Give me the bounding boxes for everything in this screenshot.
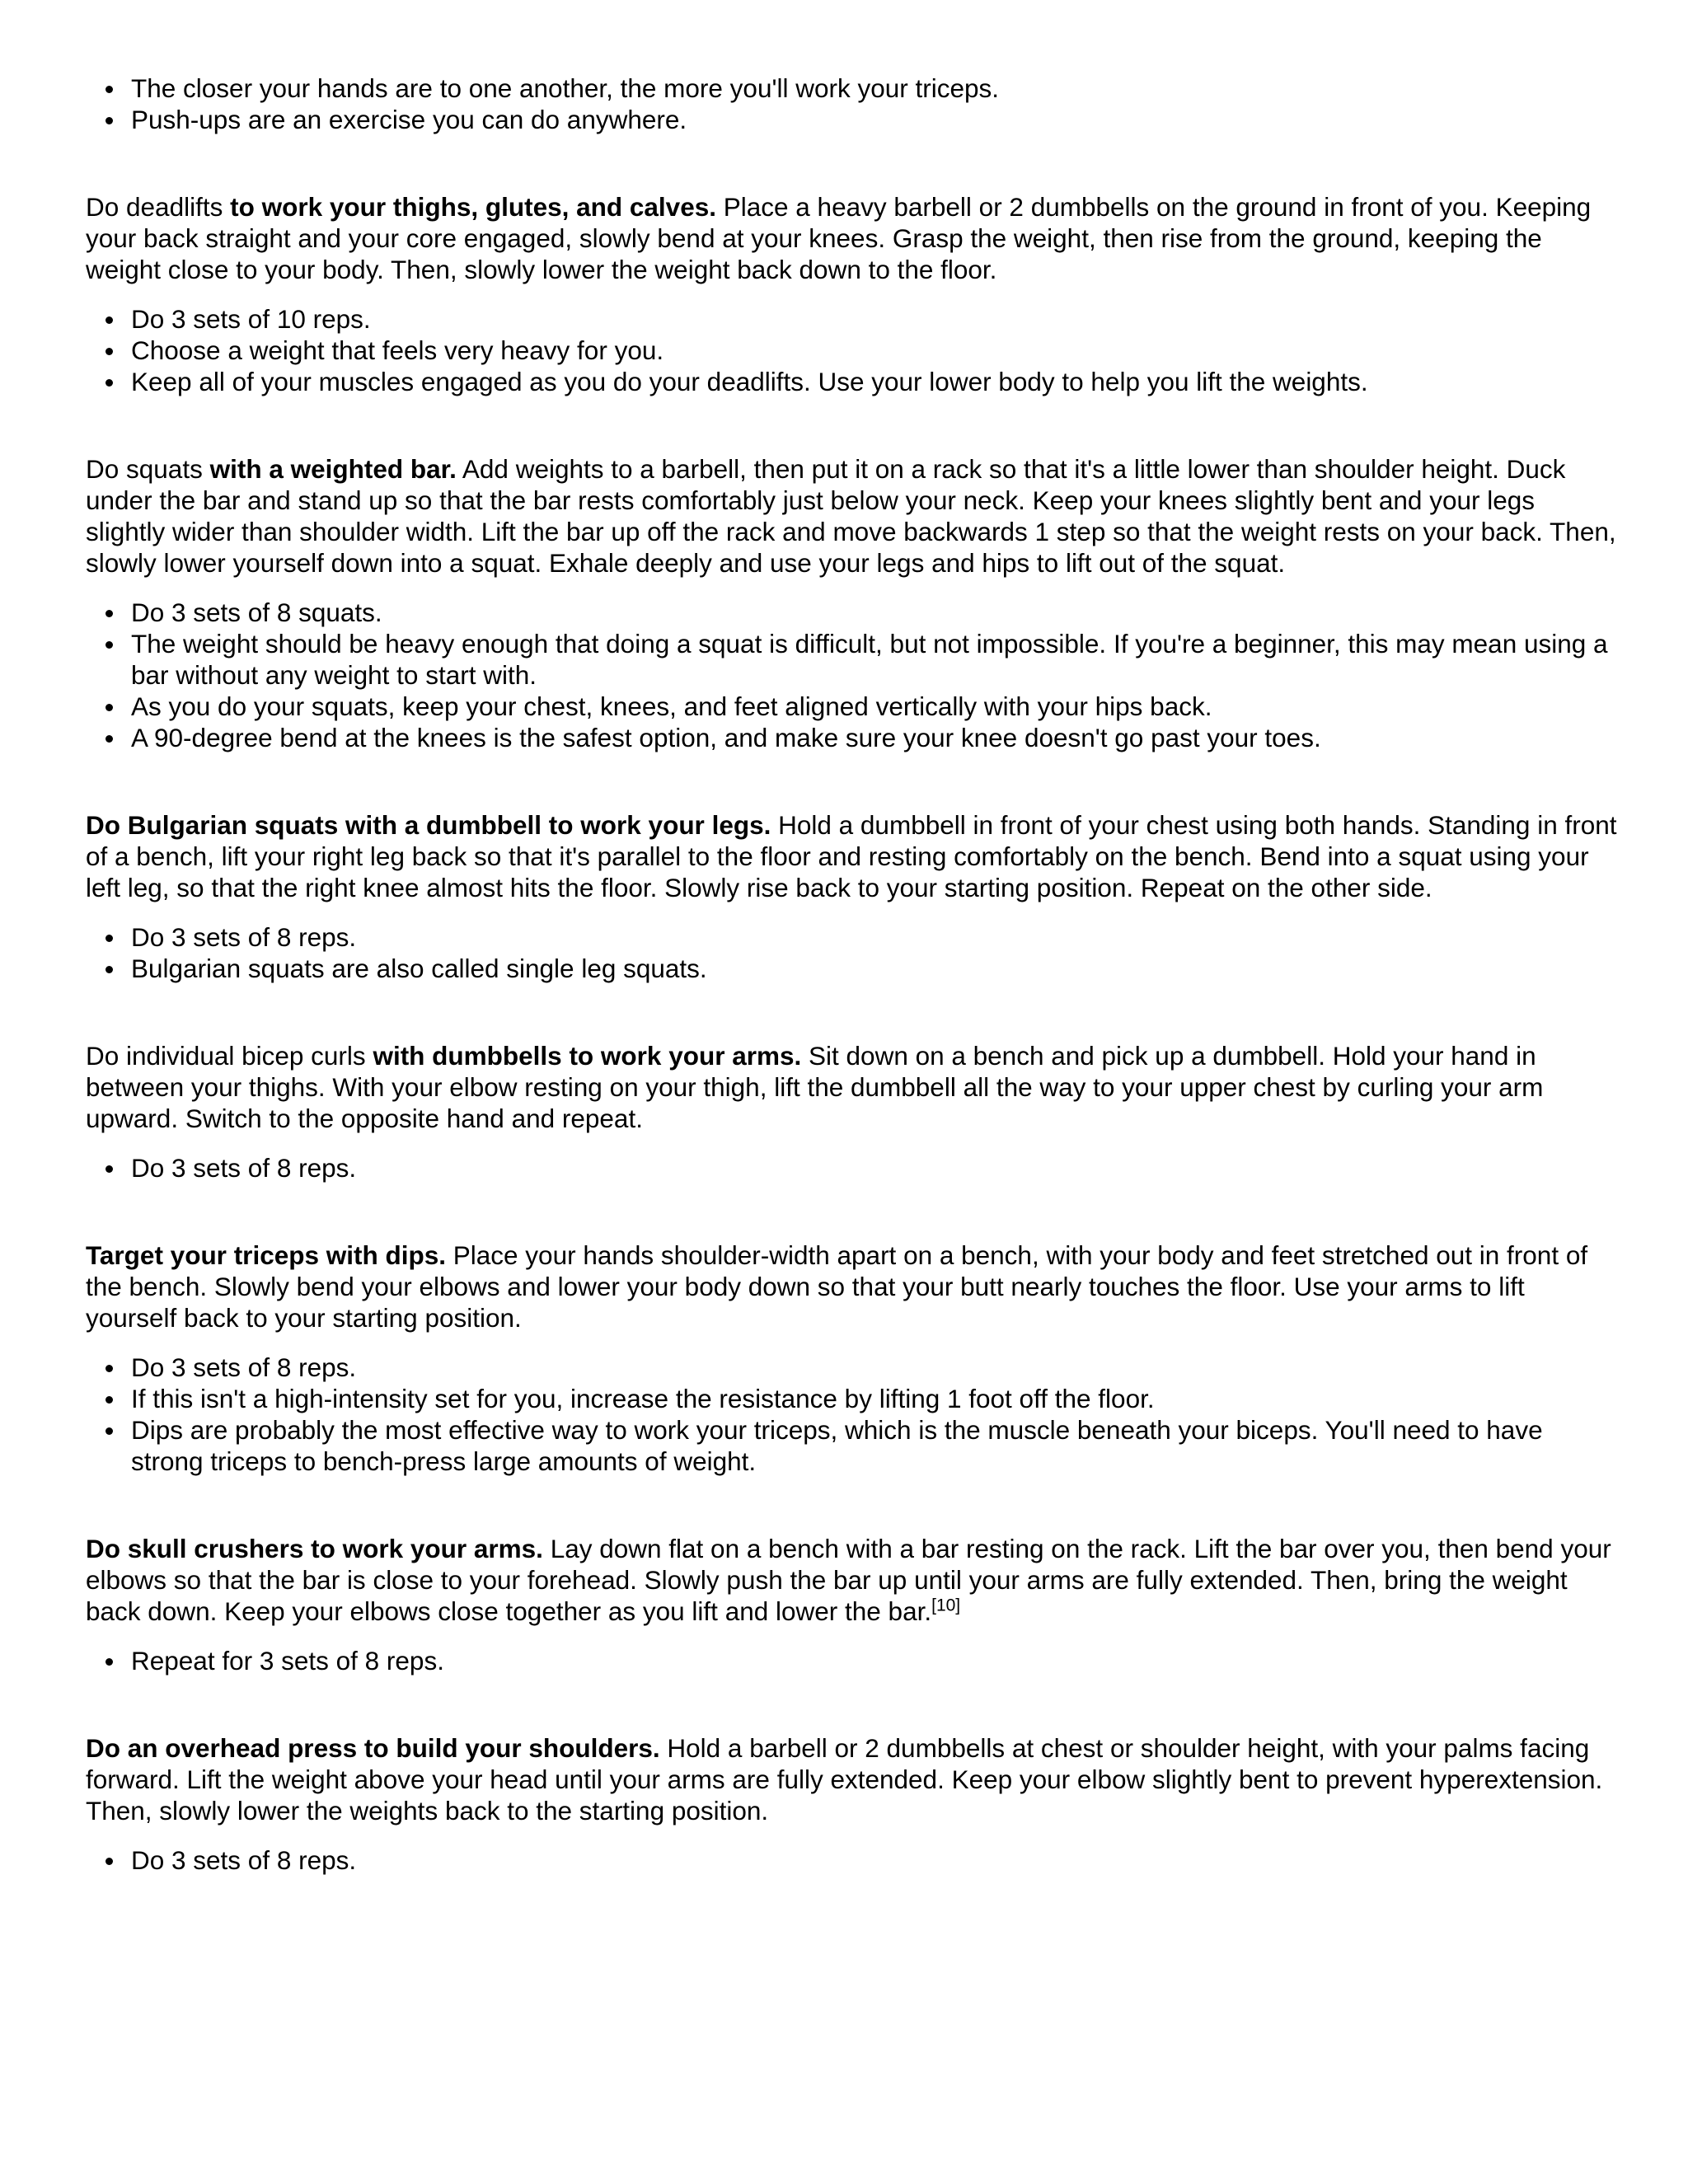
list-item: The closer your hands are to one another, the more you'll work your triceps.	[86, 73, 1619, 104]
article-body	[86, 73, 1619, 1876]
step-heading: Do skull crushers to work your arms.	[86, 1534, 543, 1563]
step-paragraph-skull-crushers: Do skull crushers to work your arms. Lay down flat on a bench with a bar resting on the rack. Lift the bar over you, then bend your elbows so that the bar is close to your forehead. Slowly push the bar up until your arms are fully extended. Then, bring the weight back down. Keep your elbows close together as you lift and lower the bar.[10]	[86, 1534, 1611, 1626]
list-item: Do 3 sets of 8 reps.	[86, 1844, 1619, 1876]
step-heading: to work your thighs, glutes, and calves.	[230, 192, 716, 222]
reference-link[interactable]: [10]	[931, 1596, 961, 1615]
tips-list-bulgarian-squats	[86, 921, 1619, 984]
list-item: Dips are probably the most effective way to work your triceps, which is the muscle beneath your biceps. You'll need to have strong triceps to bench-press large amounts of weight.	[86, 1414, 1619, 1477]
tips-list-skull-crushers	[86, 1645, 1619, 1676]
tips-list-squats	[86, 597, 1619, 753]
list-item: Do 3 sets of 8 reps.	[86, 1152, 1619, 1183]
tips-list-bicep-curls	[86, 1152, 1619, 1183]
list-item: Push-ups are an exercise you can do anywhere.	[86, 104, 1619, 135]
list-item: Do 3 sets of 8 squats.	[86, 597, 1619, 628]
list-item: A 90-degree bend at the knees is the safest option, and make sure your knee doesn't go past your toes.	[86, 722, 1619, 753]
step-paragraph-deadlifts: Do deadlifts to work your thighs, glutes, and calves. Place a heavy barbell or 2 dumbbells on the ground in front of you. Keeping your back straight and your core engaged, slowly bend at your knees. Grasp the weight, then rise from the ground, keeping the weight close to your body. Then, slowly lower the weight back down to the floor.	[86, 192, 1592, 284]
tips-list-dips	[86, 1352, 1619, 1477]
step-heading: Do Bulgarian squats with a dumbbell to work your legs.	[86, 810, 771, 840]
step-paragraph-bulgarian-squats: Do Bulgarian squats with a dumbbell to work your legs. Hold a dumbbell in front of your chest using both hands. Standing in front of a bench, lift your right leg back so that it's parallel to the floor and resting comfortably on the bench. Bend into a squat using your left leg, so that the right knee almost hits the floor. Slowly rise back to your starting position. Repeat on the other side.	[86, 810, 1617, 902]
list-item: Repeat for 3 sets of 8 reps.	[86, 1645, 1619, 1676]
list-item: Choose a weight that feels very heavy for you.	[86, 335, 1619, 366]
list-item: Bulgarian squats are also called single leg squats.	[86, 953, 1619, 984]
list-item: Do 3 sets of 10 reps.	[86, 303, 1619, 335]
step-paragraph-overhead-press: Do an overhead press to build your shoulders. Hold a barbell or 2 dumbbells at chest or shoulder height, with your palms facing forward. Lift the weight above your head until your arms are fully extended. Keep your elbow slightly bent to prevent hyperextension. Then, slowly lower the weights back to the starting position.	[86, 1733, 1603, 1825]
list-item: If this isn't a high-intensity set for you, increase the resistance by lifting 1 foot off the floor.	[86, 1383, 1619, 1414]
step-heading: Do an overhead press to build your shoulders.	[86, 1733, 660, 1763]
list-item: As you do your squats, keep your chest, knees, and feet aligned vertically with your hips back.	[86, 691, 1619, 722]
list-item: The weight should be heavy enough that doing a squat is difficult, but not impossible. If you're a beginner, this may mean using a bar without any weight to start with.	[86, 628, 1619, 691]
step-heading: Target your triceps with dips.	[86, 1240, 446, 1270]
list-item: Do 3 sets of 8 reps.	[86, 921, 1619, 953]
step-paragraph-bicep-curls: Do individual bicep curls with dumbbells to work your arms. Sit down on a bench and pick up a dumbbell. Hold your hand in between your thighs. With your elbow resting on your thigh, lift the dumbbell all the way to your upper chest by curling your arm upward. Switch to the opposite hand and repeat.	[86, 1041, 1544, 1133]
step-paragraph-dips: Target your triceps with dips. Place your hands shoulder-width apart on a bench, with your body and feet stretched out in front of the bench. Slowly bend your elbows and lower your body down so that your butt nearly touches the floor. Use your arms to lift yourself back to your starting position.	[86, 1240, 1588, 1333]
step-heading: with dumbbells to work your arms.	[373, 1041, 802, 1071]
list-item: Do 3 sets of 8 reps.	[86, 1352, 1619, 1383]
step-heading: with a weighted bar.	[209, 454, 457, 484]
tips-list-overhead-press	[86, 1844, 1619, 1876]
step-paragraph-squats: Do squats with a weighted bar. Add weights to a barbell, then put it on a rack so that it's a little lower than shoulder height. Duck under the bar and stand up so that the bar rests comfortably just below your neck. Keep your knees slightly bent and your legs slightly wider than shoulder width. Lift the bar up off the rack and move backwards 1 step so that the weight rests on your back. Then, slowly lower yourself down into a squat. Exhale deeply and use your legs and hips to lift out of the squat.	[86, 454, 1616, 578]
intro-list	[86, 73, 1619, 135]
tips-list-deadlifts	[86, 303, 1619, 397]
list-item: Keep all of your muscles engaged as you do your deadlifts. Use your lower body to help you lift the weights.	[86, 366, 1619, 397]
